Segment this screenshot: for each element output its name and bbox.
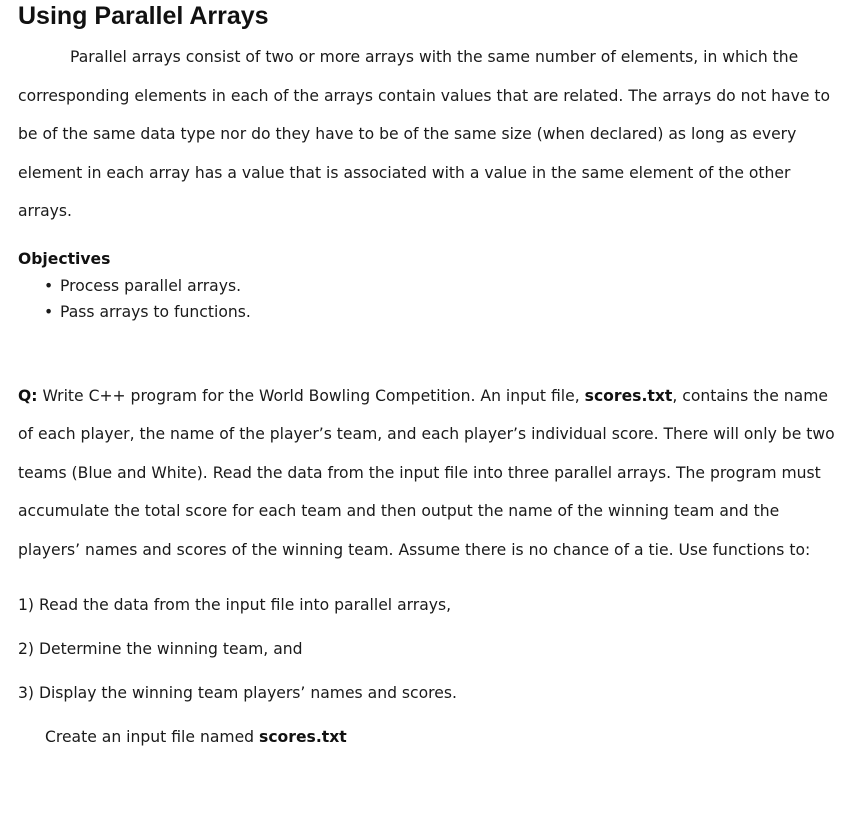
page-title: Using Parallel Arrays bbox=[18, 2, 269, 30]
objectives-heading: Objectives bbox=[18, 249, 111, 268]
objective-text: Process parallel arrays. bbox=[60, 276, 242, 295]
question-filename: scores.txt bbox=[584, 386, 673, 405]
create-filename: scores.txt bbox=[259, 728, 347, 746]
step-item: 2) Determine the winning team, and bbox=[18, 640, 303, 658]
list-item bbox=[44, 299, 842, 325]
step-item: 3) Display the winning team players’ names and scores. bbox=[18, 684, 457, 702]
steps-list bbox=[18, 583, 842, 715]
question-text-part1: Write C++ program for the World Bowling Competition. An input file, bbox=[37, 386, 585, 405]
objectives-list bbox=[18, 273, 842, 325]
list-item bbox=[44, 273, 842, 299]
create-text: Create an input file named bbox=[45, 728, 260, 746]
question-paragraph bbox=[18, 377, 842, 570]
bullet-icon: • bbox=[44, 276, 54, 295]
step-item: 1) Read the data from the input file into parallel arrays, bbox=[18, 596, 452, 614]
document-page bbox=[18, 0, 842, 759]
question-text-part2: , contains the name of each player, the name of the player’s team, and each player’s individual score. There will only be two teams (Blue and White). Read the data from the input file into three parallel arrays. The program must accumulate the total score for each team and then output the name of the winning team and the players’ names and scores of the winning team. Assume there is no chance of a tie. Use functions to: bbox=[18, 386, 835, 559]
bullet-icon: • bbox=[44, 302, 54, 321]
create-file-instruction bbox=[18, 715, 842, 759]
question-label: Q: bbox=[18, 386, 38, 405]
objective-text: Pass arrays to functions. bbox=[60, 302, 251, 321]
intro-paragraph: Parallel arrays consist of two or more arrays with the same number of elements, in which the corresponding elements in each of the arrays contain values that are related. The arrays do not have to be of the same data type nor do they have to be of the same size (when declared) as long as every element in each array has a value that is associated with a value in the same element of the other arrays. bbox=[18, 48, 831, 220]
